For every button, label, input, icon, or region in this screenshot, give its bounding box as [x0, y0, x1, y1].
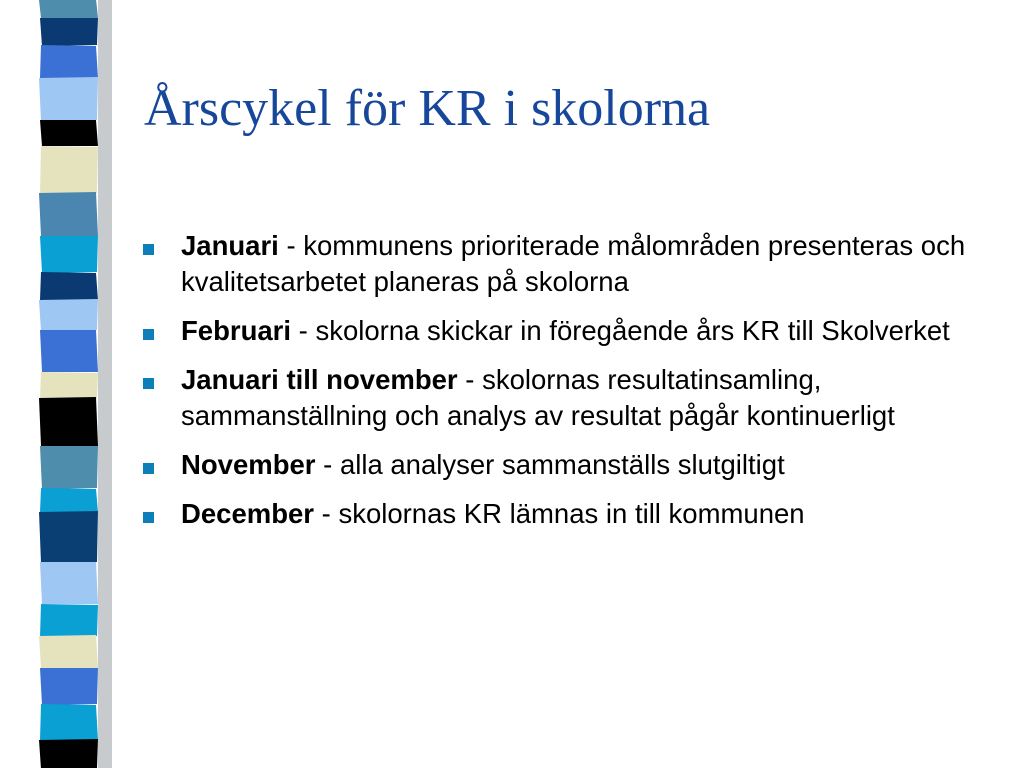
bullet-item-februari: [140, 313, 1000, 349]
stripe-band: [40, 562, 98, 604]
stripe-band: [40, 446, 98, 489]
stripe-bands: [39, 0, 98, 768]
stripe-band: [39, 77, 98, 121]
stripe-band: [40, 604, 98, 637]
square-bullet-icon: [143, 244, 154, 255]
bullet-term: Februari: [181, 315, 292, 346]
stripe-band: [40, 704, 98, 740]
stripe-band: [39, 739, 98, 768]
bullet-term: December: [181, 498, 314, 529]
square-bullet-icon: [143, 329, 154, 340]
decorative-stripe-column: [0, 0, 120, 768]
stripe-graphic: [0, 0, 120, 768]
bullet-text: - skolornas KR lämnas in till kommunen: [314, 498, 805, 529]
bullet-term: November: [181, 449, 316, 480]
slide-title: Årscykel för KR i skolorna: [144, 80, 711, 137]
bullet-item-januari-till-november: [140, 362, 1000, 434]
stripe-band: [39, 299, 98, 331]
bullet-item-november: [140, 447, 1000, 483]
square-bullet-icon: [143, 463, 154, 474]
stripe-band: [39, 635, 98, 668]
stripe-band: [40, 668, 98, 705]
bullet-item-december: [140, 496, 1000, 532]
stripe-band: [40, 236, 98, 273]
bullet-term: Januari: [181, 230, 279, 261]
stripe-band: [40, 330, 98, 372]
stripe-band: [39, 0, 98, 18]
stripe-band: [39, 192, 98, 236]
stripe-band: [40, 372, 98, 399]
stripe-band: [40, 146, 98, 194]
stripe-band: [39, 397, 98, 446]
bullet-list: [140, 228, 1000, 545]
stripe-shadow: [98, 0, 112, 768]
stripe-band: [40, 488, 98, 512]
bullet-item-januari: [140, 228, 1000, 300]
stripe-band: [40, 18, 98, 46]
bullet-text: - alla analyser sammanställs slutgiltigt: [315, 449, 785, 480]
stripe-band: [40, 45, 98, 78]
stripe-band: [40, 120, 98, 146]
bullet-text: - skolornas resultatinsamling, sammanställning och analys av resultat pågår kontinuerligt: [181, 364, 895, 431]
square-bullet-icon: [143, 378, 154, 389]
bullet-text: - kommunens prioriterade målområden presenteras och kvalitetsarbetet planeras på skolorna: [181, 230, 966, 297]
stripe-band: [39, 511, 98, 563]
bullet-term: Januari till november: [181, 364, 458, 395]
stripe-band: [40, 272, 98, 300]
square-bullet-icon: [143, 512, 154, 523]
bullet-text: - skolorna skickar in föregående års KR till Skolverket: [291, 315, 950, 346]
